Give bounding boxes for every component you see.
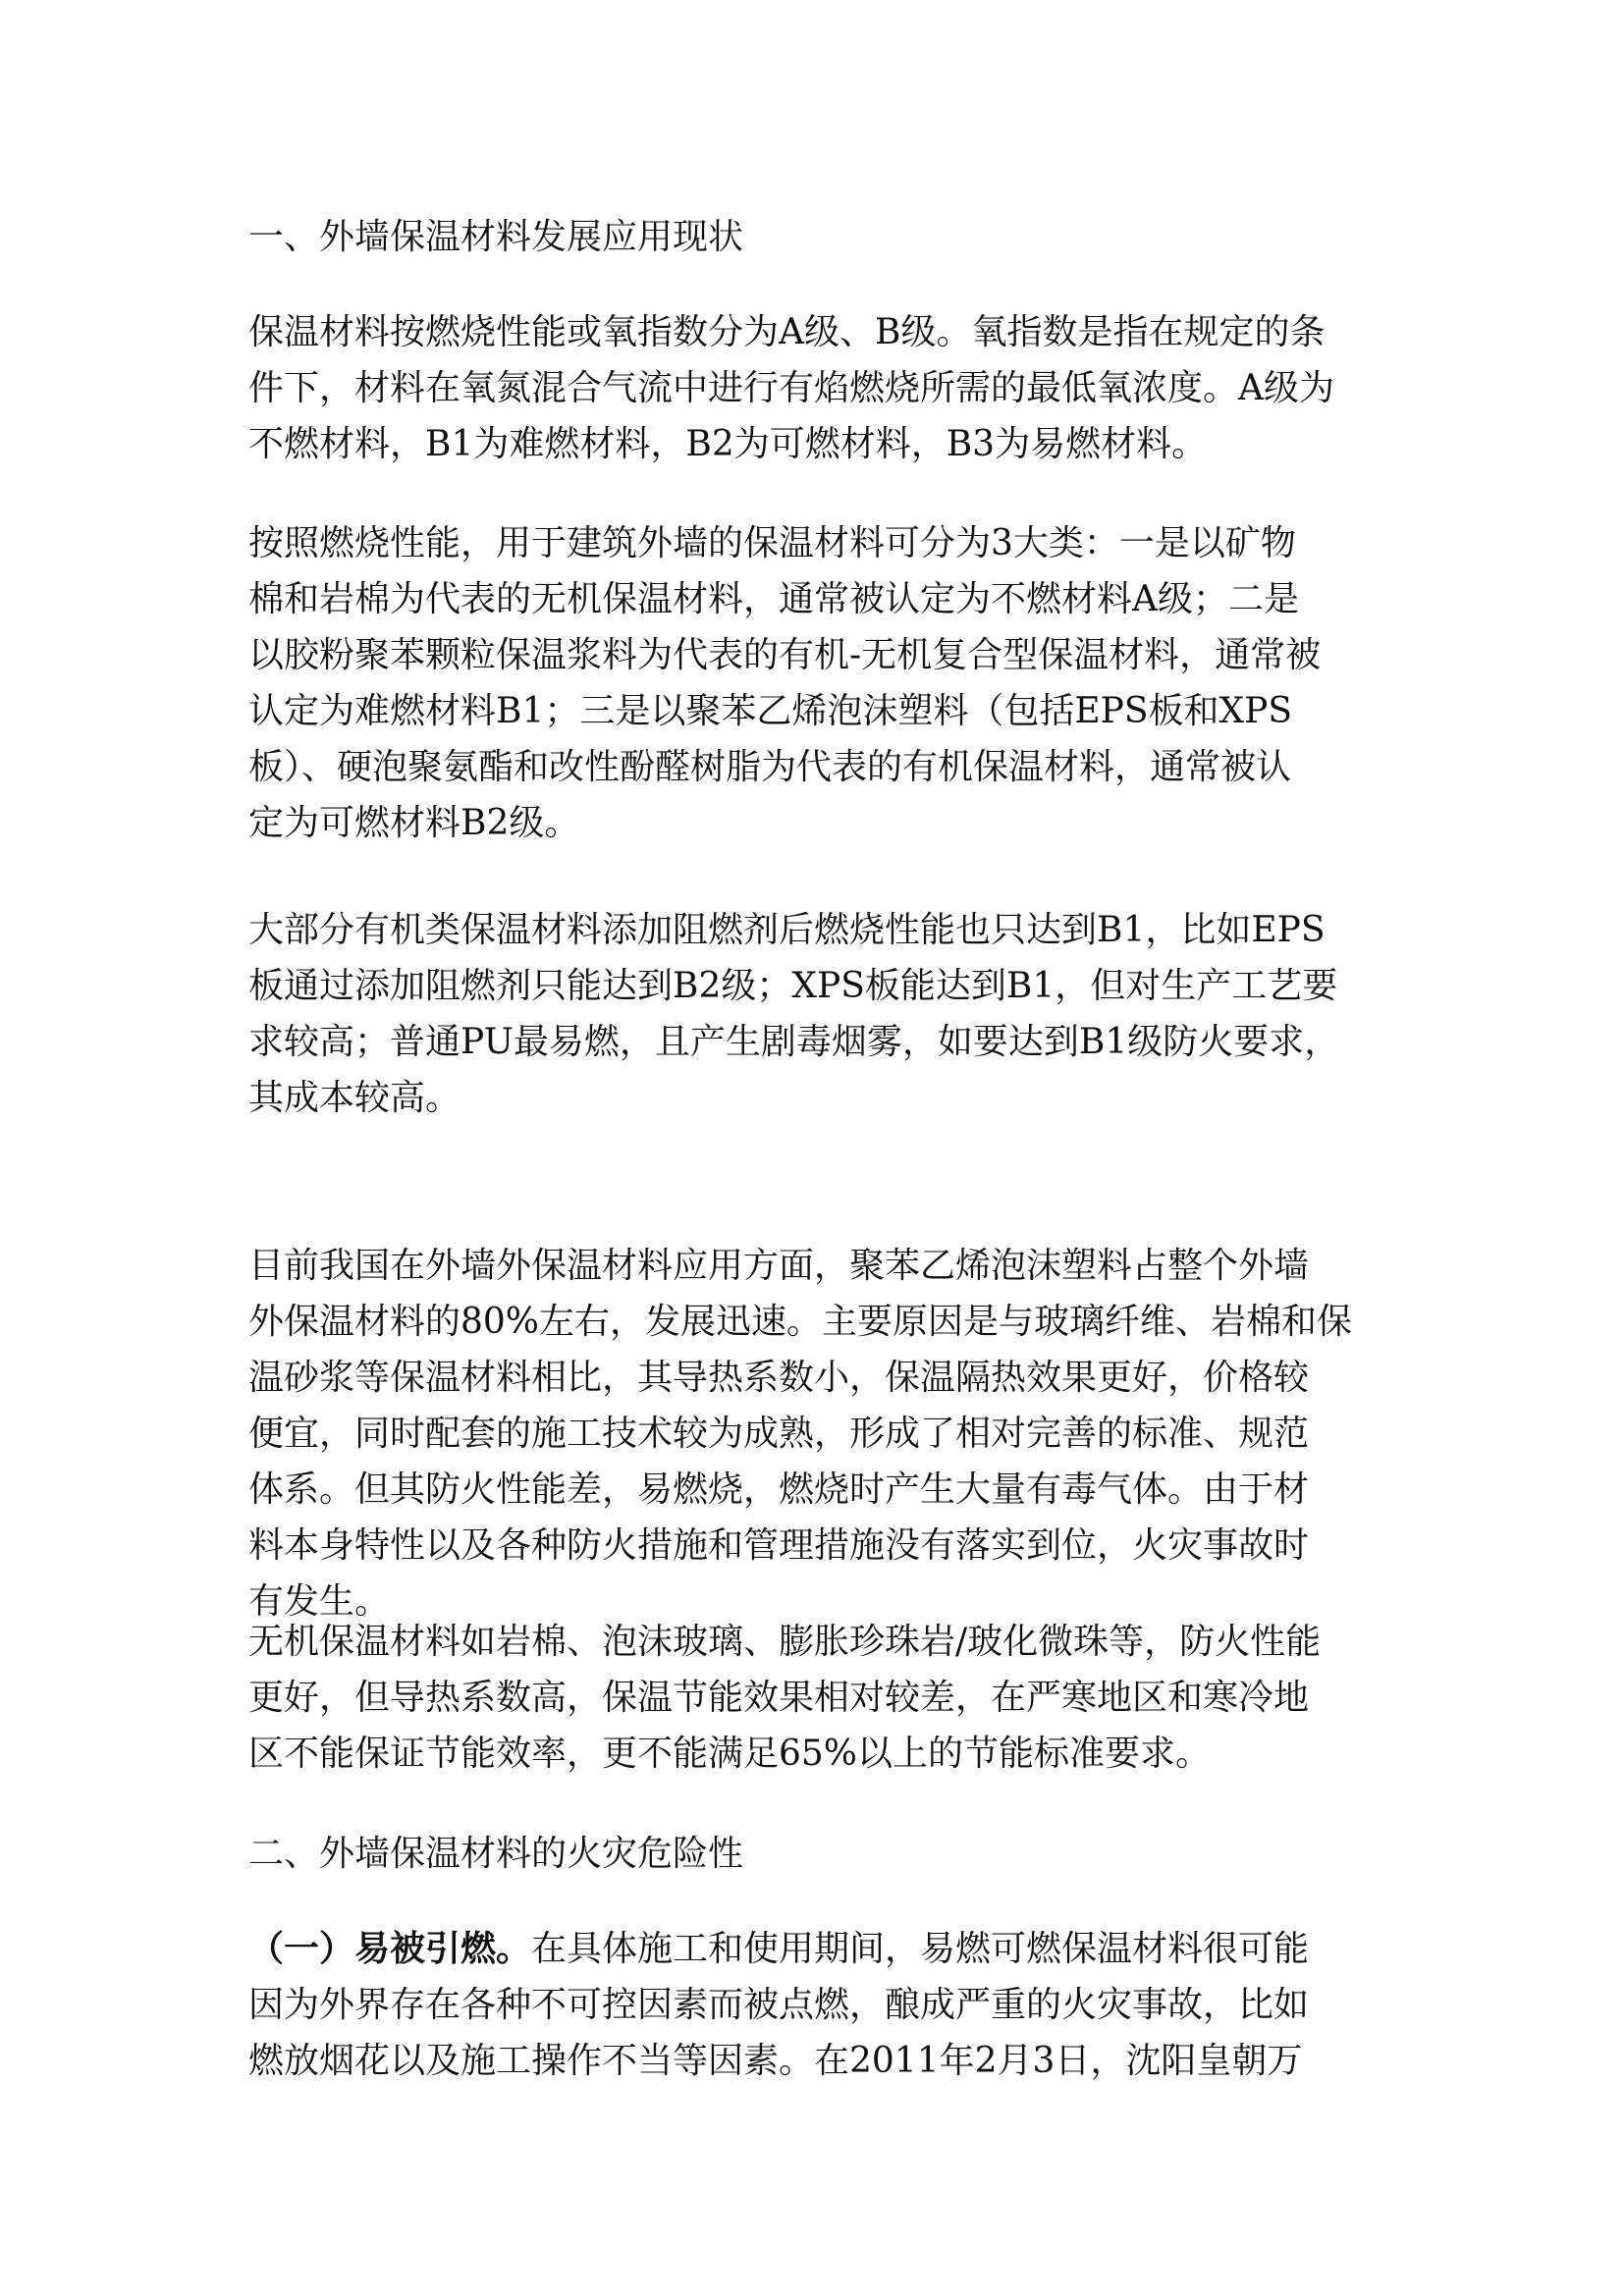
paragraph-line: 无机保温材料如岩棉、泡沫玻璃、膨胀珍珠岩/玻化微珠等，防火性能 — [248, 1622, 1322, 1662]
paragraph-line: 不燃材料，B1为难燃材料，B2为可燃材料，B3为易燃材料。 — [248, 424, 1208, 464]
paragraph-line: 按照燃烧性能，用于建筑外墙的保温材料可分为3大类：一是以矿物 — [248, 523, 1296, 563]
paragraph — [248, 304, 1407, 472]
paragraph-line: 以胶粉聚苯颗粒保温浆料为代表的有机-无机复合型保温材料，通常被 — [248, 635, 1322, 675]
paragraph-line: 燃放烟花以及施工操作不当等因素。在2011年2月3日，沈阳皇朝万 — [248, 2041, 1303, 2081]
heading-section-2: 二、外墙保温材料的火灾危险性 — [248, 1834, 744, 1874]
paragraph-line: 求较高；普通PU最易燃，且产生剧毒烟雾，如要达到B1级防火要求， — [248, 1022, 1340, 1062]
paragraph — [248, 902, 1407, 1126]
paragraph-easily-ignited — [248, 1921, 1407, 2089]
bold-lead: （一）易被引燃。 — [248, 1929, 532, 1969]
line-text: 在具体施工和使用期间，易燃可燃保温材料很可能 — [531, 1929, 1310, 1969]
paragraph-line: 定为可燃材料B2级。 — [248, 803, 580, 843]
paragraph-line: 有发生。 — [248, 1581, 391, 1622]
paragraph-line: 料本身特性以及各种防火措施和管理措施没有落实到位，火灾事故时 — [248, 1525, 1310, 1566]
paragraph-line: 其成本较高。 — [248, 1078, 461, 1118]
paragraph-line: 区不能保证节能效率，更不能满足65%以上的节能标准要求。 — [248, 1734, 1212, 1774]
paragraph-line: 因为外界存在各种不可控因素而被点燃，酿成严重的火灾事故，比如 — [248, 1985, 1310, 2025]
paragraph — [248, 515, 1407, 851]
paragraph-line: 体系。但其防火性能差，易燃烧，燃烧时产生大量有毒气体。由于材 — [248, 1469, 1310, 1510]
paragraph-line: 便宜，同时配套的施工技术较为成熟，形成了相对完善的标准、规范 — [248, 1414, 1310, 1454]
paragraph-line: 板通过添加阻燃剂只能达到B2级；XPS板能达到B1，但对生产工艺要 — [248, 966, 1338, 1006]
paragraph-line: 棉和岩棉为代表的无机保温材料，通常被认定为不燃材料A级；二是 — [248, 579, 1299, 619]
heading-section-1: 一、外墙保温材料发展应用现状 — [248, 217, 744, 257]
paragraph-line: 更好，但导热系数高，保温节能效果相对较差，在严寒地区和寒冷地 — [248, 1678, 1310, 1718]
paragraph-line: 温砂浆等保温材料相比，其导热系数小，保温隔热效果更好，价格较 — [248, 1358, 1310, 1398]
paragraph-line: 目前我国在外墙外保温材料应用方面，聚苯乙烯泡沫塑料占整个外墙 — [248, 1246, 1310, 1286]
paragraph-line: 保温材料按燃烧性能或氧指数分为A级、B级。氧指数是指在规定的条 — [248, 312, 1326, 352]
paragraph — [248, 1238, 1407, 1629]
paragraph — [248, 1614, 1407, 1782]
paragraph-line — [248, 1921, 1407, 1977]
paragraph-line: 外保温材料的80%左右，发展迅速。主要原因是与玻璃纤维、岩棉和保 — [248, 1302, 1353, 1342]
paragraph-line: 件下，材料在氧氮混合气流中进行有焰燃烧所需的最低氧浓度。A级为 — [248, 368, 1334, 408]
paragraph-line: 大部分有机类保温材料添加阻燃剂后燃烧性能也只达到B1，比如EPS — [248, 910, 1326, 950]
paragraph-line: 认定为难燃材料B1；三是以聚苯乙烯泡沫塑料（包括EPS板和XPS — [248, 691, 1293, 731]
paragraph-line: 板）、硬泡聚氨酯和改性酚醛树脂为代表的有机保温材料，通常被认 — [248, 747, 1292, 787]
